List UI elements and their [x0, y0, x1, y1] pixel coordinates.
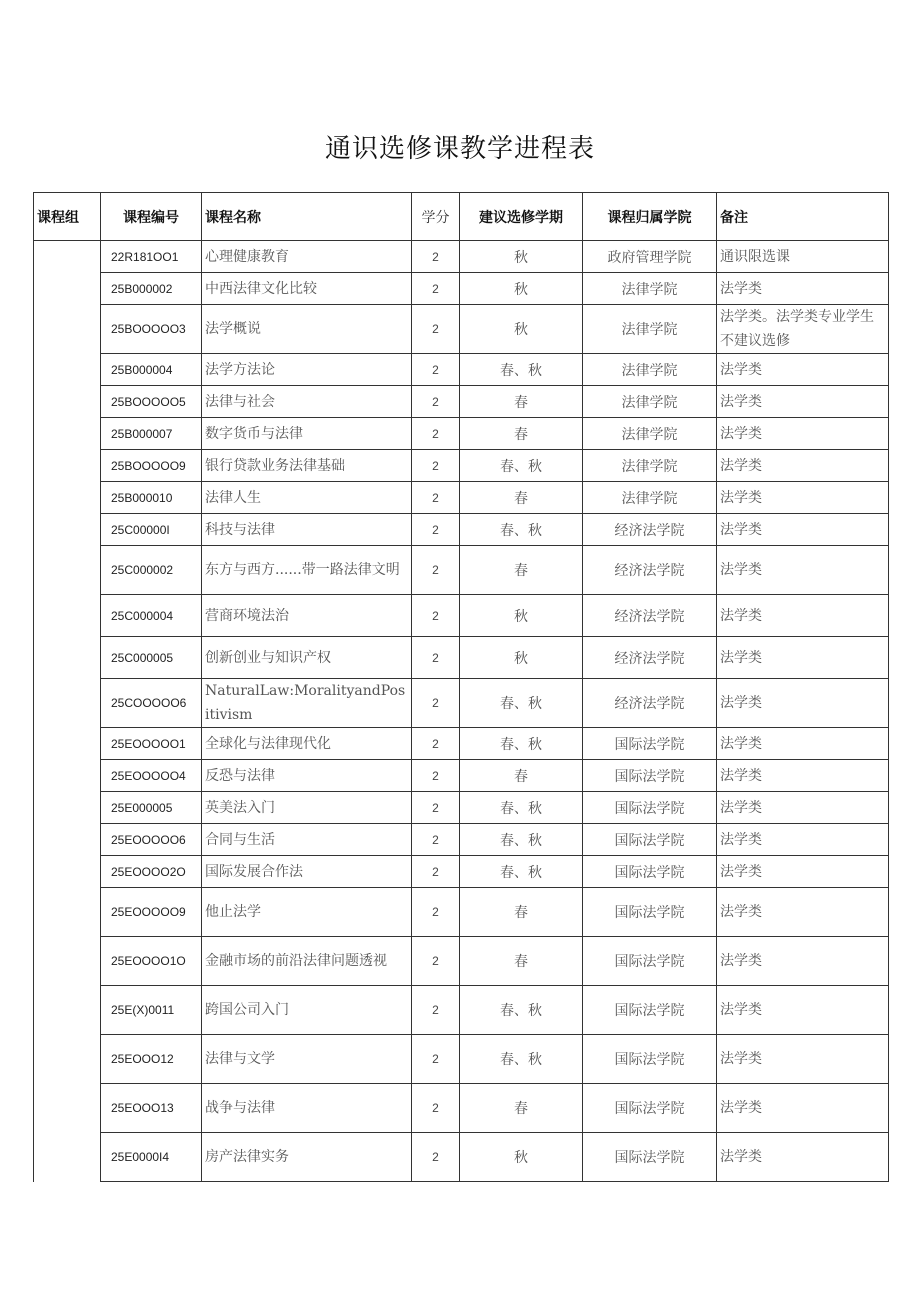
cell-term: 春	[460, 482, 583, 514]
cell-note: 法学类	[717, 760, 889, 792]
cell-credit: 2	[412, 1035, 460, 1084]
cell-term: 秋	[460, 637, 583, 679]
cell-credit: 2	[412, 937, 460, 986]
cell-term: 春、秋	[460, 986, 583, 1035]
cell-college: 法律学院	[583, 482, 717, 514]
cell-code: 25EOOOOO4	[101, 760, 202, 792]
cell-college: 法律学院	[583, 273, 717, 305]
cell-term: 春、秋	[460, 792, 583, 824]
cell-credit: 2	[412, 1133, 460, 1182]
cell-name: 心理健康教育	[202, 241, 412, 273]
cell-term: 春	[460, 888, 583, 937]
cell-college: 经济法学院	[583, 546, 717, 595]
cell-college: 国际法学院	[583, 1035, 717, 1084]
cell-term: 春	[460, 937, 583, 986]
cell-note: 法学类	[717, 824, 889, 856]
cell-note: 法学类	[717, 595, 889, 637]
cell-code: 25BOOOOO5	[101, 386, 202, 418]
cell-name: 反恐与法律	[202, 760, 412, 792]
cell-college: 法律学院	[583, 305, 717, 354]
header-college: 课程归属学院	[583, 193, 717, 241]
cell-credit: 2	[412, 546, 460, 595]
table-row	[34, 241, 889, 273]
cell-note: 法学类	[717, 1035, 889, 1084]
cell-term: 春、秋	[460, 450, 583, 482]
cell-credit: 2	[412, 679, 460, 728]
cell-college: 经济法学院	[583, 595, 717, 637]
table-row	[34, 450, 889, 482]
cell-code: 25C000002	[101, 546, 202, 595]
cell-note: 法学类	[717, 856, 889, 888]
table-row	[34, 760, 889, 792]
table-row	[34, 1035, 889, 1084]
cell-term: 春、秋	[460, 679, 583, 728]
cell-name: 创新创业与知识产权	[202, 637, 412, 679]
cell-college: 国际法学院	[583, 760, 717, 792]
cell-college: 法律学院	[583, 386, 717, 418]
cell-credit: 2	[412, 241, 460, 273]
header-credit: 学分	[412, 193, 460, 241]
cell-term: 春、秋	[460, 728, 583, 760]
cell-name: 法学方法论	[202, 354, 412, 386]
cell-college: 国际法学院	[583, 856, 717, 888]
cell-note: 法学类	[717, 986, 889, 1035]
table-row	[34, 824, 889, 856]
cell-code: 25E(X)0011	[101, 986, 202, 1035]
cell-college: 国际法学院	[583, 1084, 717, 1133]
header-code: 课程编号	[101, 193, 202, 241]
cell-term: 春	[460, 760, 583, 792]
cell-name: 金融市场的前沿法律问题透视	[202, 937, 412, 986]
cell-college: 法律学院	[583, 450, 717, 482]
cell-note: 法学类。法学类专业学生不建议选修	[717, 305, 889, 354]
cell-credit: 2	[412, 1084, 460, 1133]
cell-credit: 2	[412, 728, 460, 760]
cell-term: 春、秋	[460, 856, 583, 888]
cell-college: 经济法学院	[583, 514, 717, 546]
cell-credit: 2	[412, 792, 460, 824]
cell-credit: 2	[412, 760, 460, 792]
cell-term: 春、秋	[460, 1035, 583, 1084]
cell-name: 营商环境法治	[202, 595, 412, 637]
cell-note: 法学类	[717, 792, 889, 824]
cell-name: 战争与法律	[202, 1084, 412, 1133]
cell-college: 法律学院	[583, 418, 717, 450]
cell-credit: 2	[412, 386, 460, 418]
cell-credit: 2	[412, 482, 460, 514]
table-row	[34, 1084, 889, 1133]
cell-code: 25EOOOOO1	[101, 728, 202, 760]
table-row	[34, 728, 889, 760]
table-row	[34, 1133, 889, 1182]
cell-credit: 2	[412, 305, 460, 354]
cell-note: 法学类	[717, 418, 889, 450]
header-note: 备注	[717, 193, 889, 241]
cell-college: 国际法学院	[583, 728, 717, 760]
cell-credit: 2	[412, 514, 460, 546]
cell-note: 法学类	[717, 546, 889, 595]
cell-note: 法学类	[717, 1084, 889, 1133]
cell-name: 全球化与法律现代化	[202, 728, 412, 760]
cell-note: 法学类	[717, 637, 889, 679]
cell-code: 25BOOOOO3	[101, 305, 202, 354]
cell-college: 国际法学院	[583, 1133, 717, 1182]
table-row	[34, 937, 889, 986]
cell-note: 法学类	[717, 937, 889, 986]
cell-code: 25B000010	[101, 482, 202, 514]
cell-name: 东方与西方......带一路法律文明	[202, 546, 412, 595]
table-row	[34, 792, 889, 824]
table-row	[34, 514, 889, 546]
cell-code: 25EOOO12	[101, 1035, 202, 1084]
cell-college: 经济法学院	[583, 637, 717, 679]
cell-name: 数字货币与法律	[202, 418, 412, 450]
cell-name: 合同与生活	[202, 824, 412, 856]
cell-credit: 2	[412, 986, 460, 1035]
cell-code: 25C000004	[101, 595, 202, 637]
cell-name: 法律与社会	[202, 386, 412, 418]
table-row	[34, 482, 889, 514]
table-row	[34, 856, 889, 888]
cell-credit: 2	[412, 273, 460, 305]
cell-note: 法学类	[717, 679, 889, 728]
cell-code: 25B000002	[101, 273, 202, 305]
cell-name: 法律人生	[202, 482, 412, 514]
table-row	[34, 546, 889, 595]
cell-credit: 2	[412, 595, 460, 637]
header-term: 建议选修学期	[460, 193, 583, 241]
cell-term: 春、秋	[460, 354, 583, 386]
cell-code: 25BOOOOO9	[101, 450, 202, 482]
cell-code: 22R181OO1	[101, 241, 202, 273]
cell-code: 25EOOOO1O	[101, 937, 202, 986]
cell-note: 法学类	[717, 482, 889, 514]
cell-name: 中西法律文化比较	[202, 273, 412, 305]
cell-college: 国际法学院	[583, 824, 717, 856]
cell-name: NaturalLaw:MoralityandPositivism	[202, 679, 412, 728]
cell-note: 法学类	[717, 1133, 889, 1182]
cell-code: 25EOOOOO9	[101, 888, 202, 937]
cell-code: 25COOOOO6	[101, 679, 202, 728]
cell-college: 经济法学院	[583, 679, 717, 728]
cell-college: 法律学院	[583, 354, 717, 386]
course-table	[33, 192, 889, 1182]
cell-note: 法学类	[717, 514, 889, 546]
table-row	[34, 595, 889, 637]
header-row	[34, 193, 889, 241]
table-row	[34, 305, 889, 354]
cell-note: 法学类	[717, 386, 889, 418]
cell-name: 他止法学	[202, 888, 412, 937]
cell-note: 法学类	[717, 888, 889, 937]
header-name: 课程名称	[202, 193, 412, 241]
cell-term: 春	[460, 418, 583, 450]
cell-note: 法学类	[717, 273, 889, 305]
cell-college: 国际法学院	[583, 792, 717, 824]
cell-note: 通识限选课	[717, 241, 889, 273]
cell-college: 国际法学院	[583, 986, 717, 1035]
table-row	[34, 386, 889, 418]
table-body	[34, 241, 889, 1182]
table-row	[34, 418, 889, 450]
table-row	[34, 273, 889, 305]
cell-name: 房产法律实务	[202, 1133, 412, 1182]
cell-name: 法律与文学	[202, 1035, 412, 1084]
cell-credit: 2	[412, 637, 460, 679]
cell-credit: 2	[412, 418, 460, 450]
table-row	[34, 637, 889, 679]
cell-term: 秋	[460, 595, 583, 637]
cell-name: 银行贷款业务法律基础	[202, 450, 412, 482]
cell-credit: 2	[412, 450, 460, 482]
cell-code: 25B000004	[101, 354, 202, 386]
cell-code: 25C00000I	[101, 514, 202, 546]
cell-college: 国际法学院	[583, 937, 717, 986]
cell-college: 政府管理学院	[583, 241, 717, 273]
cell-term: 春、秋	[460, 514, 583, 546]
cell-code: 25EOOOOO6	[101, 824, 202, 856]
table-row	[34, 679, 889, 728]
cell-credit: 2	[412, 888, 460, 937]
page-title: 通识选修课教学进程表	[324, 134, 595, 164]
cell-credit: 2	[412, 856, 460, 888]
cell-term: 春、秋	[460, 824, 583, 856]
cell-credit: 2	[412, 824, 460, 856]
cell-term: 秋	[460, 305, 583, 354]
cell-name: 法学概说	[202, 305, 412, 354]
course-group-cell	[34, 241, 101, 1182]
cell-note: 法学类	[717, 450, 889, 482]
header-group: 课程组	[34, 193, 101, 241]
cell-code: 25E0000I4	[101, 1133, 202, 1182]
cell-term: 春	[460, 1084, 583, 1133]
cell-college: 国际法学院	[583, 888, 717, 937]
cell-credit: 2	[412, 354, 460, 386]
cell-code: 25C000005	[101, 637, 202, 679]
cell-name: 英美法入门	[202, 792, 412, 824]
cell-code: 25EOOOO2O	[101, 856, 202, 888]
table-row	[34, 986, 889, 1035]
cell-note: 法学类	[717, 728, 889, 760]
cell-term: 秋	[460, 241, 583, 273]
cell-term: 春	[460, 386, 583, 418]
cell-code: 25EOOO13	[101, 1084, 202, 1133]
table-row	[34, 354, 889, 386]
cell-term: 春	[460, 546, 583, 595]
cell-code: 25E000005	[101, 792, 202, 824]
table-row	[34, 888, 889, 937]
cell-code: 25B000007	[101, 418, 202, 450]
cell-note: 法学类	[717, 354, 889, 386]
cell-term: 秋	[460, 1133, 583, 1182]
cell-name: 跨国公司入门	[202, 986, 412, 1035]
cell-name: 国际发展合作法	[202, 856, 412, 888]
cell-name: 科技与法律	[202, 514, 412, 546]
cell-term: 秋	[460, 273, 583, 305]
